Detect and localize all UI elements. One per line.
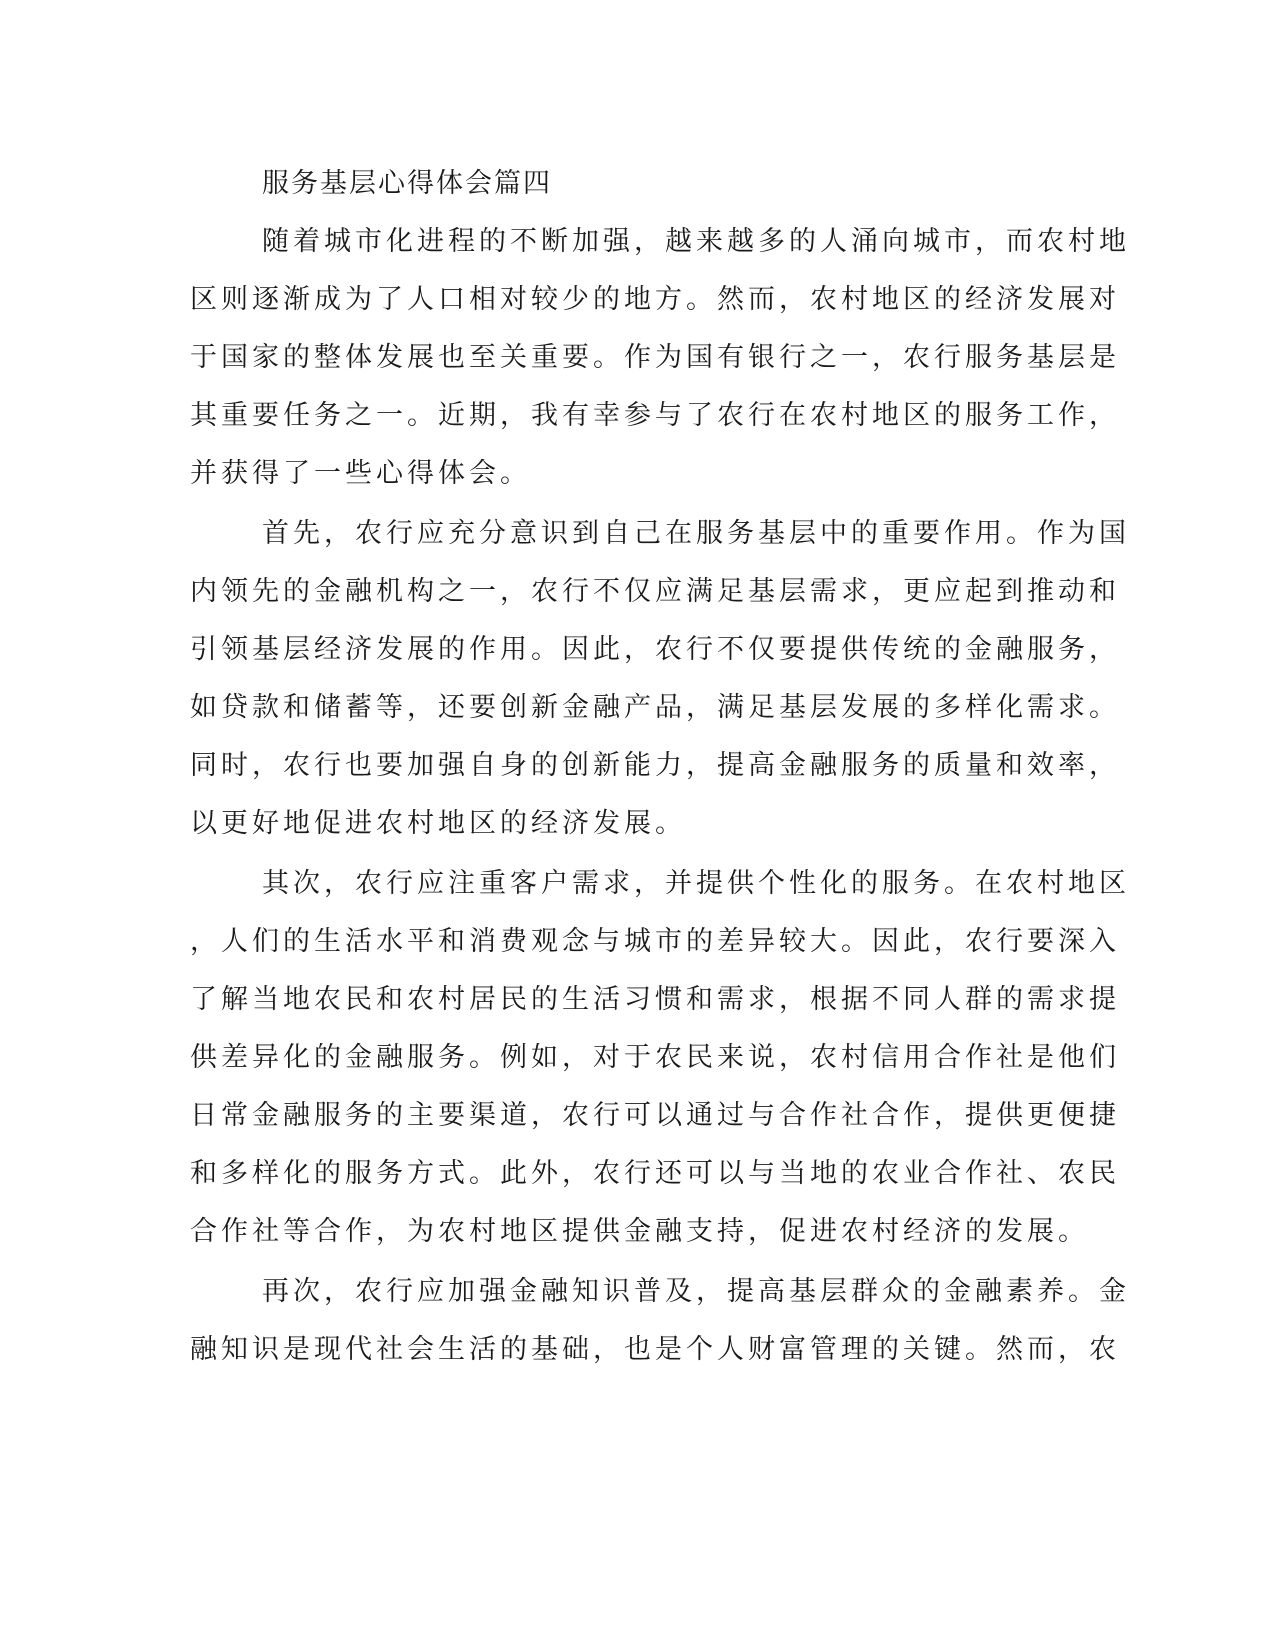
body-line: 供差异化的金融服务。例如，对于农民来说，农村信用合作社是他们 — [190, 1042, 1120, 1073]
document-title: 服务基层心得体会篇四 — [262, 168, 552, 199]
body-line: 随着城市化进程的不断加强，越来越多的人涌向城市，而农村地 — [262, 226, 1130, 257]
body-line: 如贷款和储蓄等，还要创新金融产品，满足基层发展的多样化需求。 — [190, 692, 1120, 723]
body-line: 合作社等合作，为农村地区提供金融支持，促进农村经济的发展。 — [190, 1216, 1089, 1247]
body-line: 内领先的金融机构之一，农行不仅应满足基层需求，更应起到推动和 — [190, 576, 1120, 607]
body-line: 日常金融服务的主要渠道，农行可以通过与合作社合作，提供更便捷 — [190, 1100, 1120, 1131]
body-line: 同时，农行也要加强自身的创新能力，提高金融服务的质量和效率， — [190, 750, 1120, 781]
body-line: 融知识是现代社会生活的基础，也是个人财富管理的关键。然而，农 — [190, 1334, 1120, 1365]
body-line: ，人们的生活水平和消费观念与城市的差异较大。因此，农行要深入 — [190, 926, 1120, 957]
body-line: 并获得了一些心得体会。 — [190, 458, 531, 489]
body-line: 其次，农行应注重客户需求，并提供个性化的服务。在农村地区 — [262, 868, 1130, 899]
body-line: 和多样化的服务方式。此外，农行还可以与当地的农业合作社、农民 — [190, 1158, 1120, 1189]
body-line: 区则逐渐成为了人口相对较少的地方。然而，农村地区的经济发展对 — [190, 284, 1120, 315]
body-line: 了解当地农民和农村居民的生活习惯和需求，根据不同人群的需求提 — [190, 984, 1120, 1015]
body-line: 首先，农行应充分意识到自己在服务基层中的重要作用。作为国 — [262, 518, 1130, 549]
body-line: 以更好地促进农村地区的经济发展。 — [190, 808, 686, 839]
body-line: 引领基层经济发展的作用。因此，农行不仅要提供传统的金融服务， — [190, 634, 1120, 665]
body-line: 其重要任务之一。近期，我有幸参与了农行在农村地区的服务工作， — [190, 400, 1120, 431]
body-line: 再次，农行应加强金融知识普及，提高基层群众的金融素养。金 — [262, 1276, 1130, 1307]
body-line: 于国家的整体发展也至关重要。作为国有银行之一，农行服务基层是 — [190, 342, 1120, 373]
